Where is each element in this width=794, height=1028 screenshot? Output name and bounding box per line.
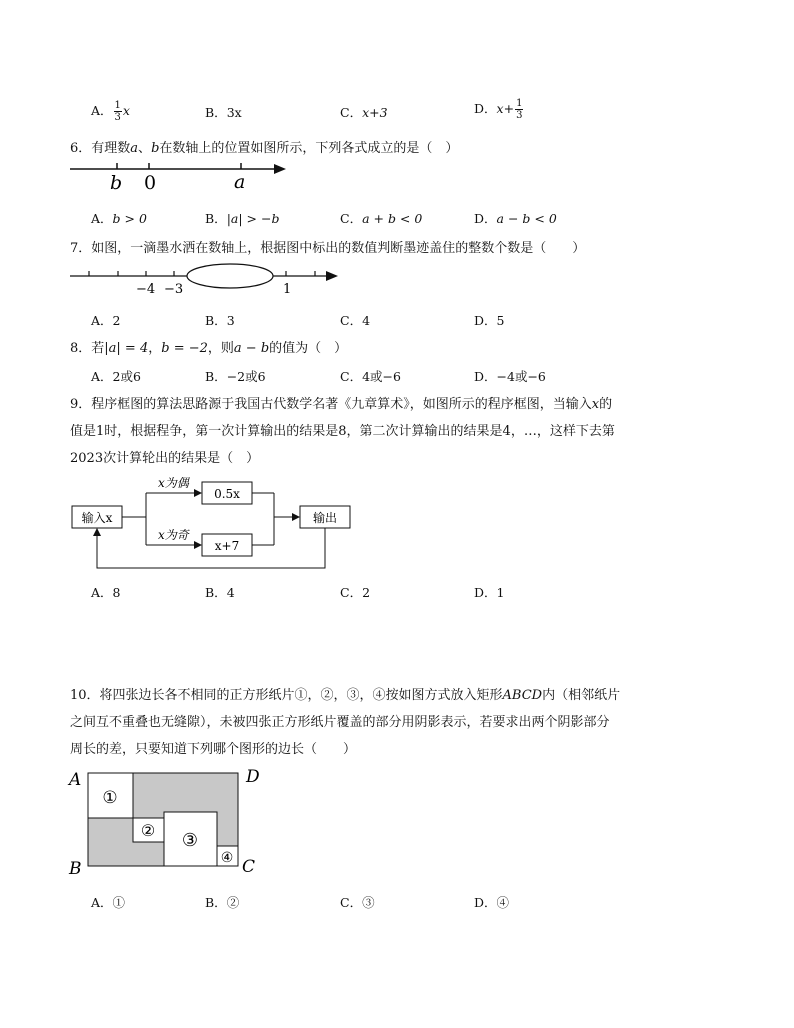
label-odd: x为奇	[158, 528, 189, 542]
option-expr: 1	[496, 585, 505, 600]
option-expr: 5	[496, 313, 505, 328]
option-label: C．	[340, 585, 363, 600]
option-expr: 2	[112, 313, 121, 328]
option-label: A．	[91, 369, 113, 384]
q5-option-a	[91, 100, 130, 123]
option-label: B．	[205, 585, 227, 600]
axis-arrow	[274, 164, 286, 174]
square-1-label: ①	[102, 788, 118, 808]
option-expr: a − b < 0	[496, 211, 557, 226]
option-expr: 3x	[226, 105, 242, 120]
option-label: D．	[474, 895, 497, 910]
q6-text-part: 、	[138, 141, 152, 156]
q8-text-part: 的值为（ ）	[269, 341, 348, 356]
label-minus-3: −3	[164, 282, 184, 297]
square-3-label: ③	[181, 830, 199, 851]
option-label: C．	[340, 369, 363, 384]
q8-expr: |a| = 4	[104, 341, 149, 356]
q7-option-a	[91, 311, 120, 329]
option-expr: x+	[496, 101, 515, 116]
q10-figure	[64, 762, 274, 882]
option-label: D．	[474, 101, 497, 116]
q6-option-a	[91, 209, 147, 227]
option-label: D．	[474, 369, 497, 384]
q10-text-part: 10．将四张边长各不相同的正方形纸片①，②，③，④按如图方式放入矩形	[70, 688, 503, 703]
option-label: B．	[205, 369, 227, 384]
q9-option-b	[205, 583, 235, 601]
q9-text-line1	[70, 393, 612, 412]
q10-text-part: 内（相邻纸片	[542, 688, 621, 703]
label-a: a	[234, 171, 246, 193]
q10-option-d	[474, 893, 509, 911]
q7-number-line	[62, 258, 352, 298]
option-expr: x+3	[362, 105, 388, 120]
option-expr: x	[122, 103, 130, 118]
q8-text-part: ，	[148, 341, 162, 356]
fraction-denominator: 3	[114, 112, 121, 123]
option-expr: b > 0	[112, 211, 147, 226]
option-label: B．	[205, 313, 227, 328]
box-plus7-label: x+7	[214, 539, 240, 553]
vertex-c: C	[242, 857, 256, 877]
q10-rect-name: ABCD	[502, 688, 543, 703]
option-label: D．	[474, 211, 497, 226]
box-input-label: 输入x	[81, 511, 113, 525]
option-expr: 2或6	[112, 369, 141, 384]
vertex-b: B	[69, 859, 82, 879]
fraction-numerator: 1	[114, 100, 121, 111]
q5-option-b	[205, 103, 242, 121]
q6-text-part: 6．有理数	[70, 141, 131, 156]
option-label: A．	[91, 585, 113, 600]
vertex-a: A	[69, 770, 82, 790]
square-4-label: ④	[220, 850, 234, 866]
option-label: D．	[474, 313, 497, 328]
q5-option-c	[340, 103, 388, 121]
q10-option-a	[91, 893, 125, 911]
q10-text-line3: 周长的差，只要知道下列哪个图形的边长（ ）	[70, 742, 357, 757]
option-label: B．	[205, 895, 227, 910]
fraction	[114, 100, 122, 123]
q10-text-line1	[70, 684, 620, 703]
label-b: b	[110, 172, 123, 194]
option-expr: |a| > −b	[226, 211, 280, 226]
q6-option-d	[474, 209, 557, 227]
option-label: C．	[340, 211, 363, 226]
option-label: A．	[91, 103, 113, 118]
q6-text	[70, 137, 458, 156]
q8-text-part: 8．若	[70, 341, 105, 356]
axis-arrow	[326, 271, 338, 281]
option-expr: 4或−6	[362, 369, 401, 384]
q8-option-d	[474, 367, 546, 385]
option-label: C．	[340, 313, 363, 328]
q10-option-c	[340, 893, 375, 911]
q9-text-part: 9．程序框图的算法思路源于我国古代数学名著《九章算术》，如图所示的程序框图，当输入	[70, 397, 592, 412]
label-minus-4: −4	[136, 282, 156, 297]
label-even: x为偶	[158, 476, 189, 490]
vertex-d: D	[246, 767, 260, 787]
option-expr: ④	[496, 895, 510, 910]
label-zero: 0	[144, 172, 157, 194]
q8-text	[70, 337, 347, 356]
q8-expr: a − b	[233, 341, 270, 356]
q8-option-b	[205, 367, 266, 385]
option-label: C．	[340, 895, 363, 910]
option-expr: 2	[362, 585, 371, 600]
q8-text-part: ，则	[207, 341, 234, 356]
q7-text: 7．如图，一滴墨水洒在数轴上，根据图中标出的数值判断墨迹盖住的整数个数是（ ）	[70, 241, 586, 256]
q9-flowchart	[66, 472, 366, 574]
q9-option-a	[91, 583, 120, 601]
q9-text-line3: 2023次计算轮出的结果是（ ）	[70, 451, 260, 466]
q8-expr: b = −2	[161, 341, 208, 356]
q9-text-part: 的	[599, 397, 613, 412]
option-label: A．	[91, 895, 113, 910]
q10-option-b	[205, 893, 239, 911]
q5-option-d	[474, 98, 524, 121]
q9-var-x: x	[591, 397, 600, 412]
q9-option-c	[340, 583, 370, 601]
option-expr: ①	[112, 895, 126, 910]
q6-var-a: a	[130, 141, 139, 156]
q8-option-c	[340, 367, 401, 385]
option-expr: 3	[226, 313, 235, 328]
option-expr: ③	[362, 895, 375, 910]
q9-text-line2: 值是1时，根据程争，第一次计算输出的结果是8，第二次计算输出的结果是4，…，这样下去第	[70, 424, 615, 439]
option-label: C．	[340, 105, 363, 120]
q6-text-part: 在数轴上的位置如图所示，下列各式成立的是（ ）	[159, 141, 459, 156]
option-expr: −2或6	[226, 369, 266, 384]
q10-text-line2: 之间互不重叠也无缝隙），未被四张正方形纸片覆盖的部分用阴影表示，若要求出两个阴影部分	[70, 715, 610, 730]
option-expr: 8	[112, 585, 121, 600]
label-1: 1	[283, 282, 292, 297]
option-label: A．	[91, 211, 113, 226]
q7-option-c	[340, 311, 370, 329]
ink-blot	[187, 264, 273, 288]
fraction-denominator: 3	[516, 110, 523, 121]
box-half-label: 0.5x	[214, 487, 240, 501]
q7-option-d	[474, 311, 504, 329]
q6-option-b	[205, 209, 279, 227]
option-expr: a + b < 0	[362, 211, 423, 226]
square-2-label: ②	[140, 821, 156, 840]
q7-option-b	[205, 311, 235, 329]
option-expr: 4	[226, 585, 235, 600]
q6-var-b: b	[151, 141, 160, 156]
option-label: B．	[205, 105, 227, 120]
option-label: D．	[474, 585, 497, 600]
fraction	[515, 98, 523, 121]
option-expr: 4	[362, 313, 371, 328]
fraction-numerator: 1	[516, 98, 523, 109]
box-output-label: 输出	[312, 511, 338, 525]
option-label: B．	[205, 211, 227, 226]
option-label: A．	[91, 313, 113, 328]
option-expr: −4或−6	[496, 369, 546, 384]
q6-option-c	[340, 209, 422, 227]
q6-number-line	[60, 158, 300, 194]
option-expr: ②	[226, 895, 240, 910]
q9-option-d	[474, 583, 504, 601]
q8-option-a	[91, 367, 141, 385]
